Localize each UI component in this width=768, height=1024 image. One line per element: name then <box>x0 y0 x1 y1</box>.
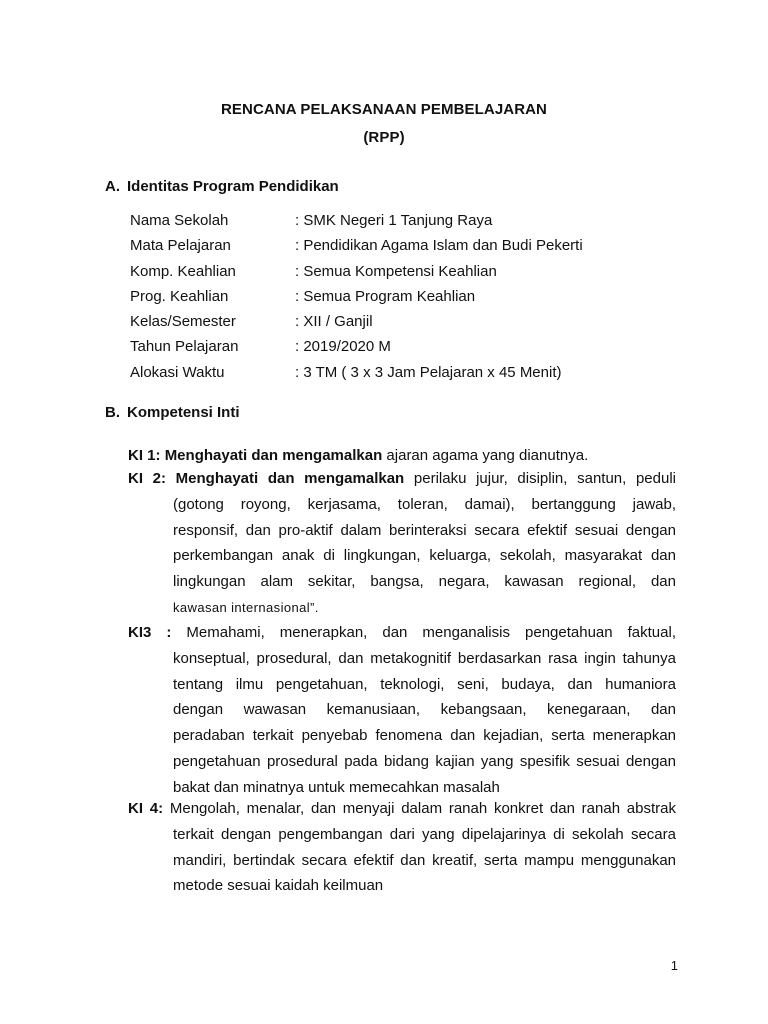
identity-row <box>130 211 690 236</box>
ki3-line: peradaban terkait penyebab fenomena dan kejadian, serta menerapkan <box>173 727 676 745</box>
ki4-continuation <box>128 822 676 899</box>
identity-value: : Pendidikan Agama Islam dan Budi Pekerti <box>295 237 583 255</box>
identity-row <box>130 236 690 261</box>
section-a-title: Identitas Program Pendidikan <box>127 178 339 195</box>
ki2-last-line: kawasan internasional”. <box>173 599 319 615</box>
identity-label: Kelas/Semester <box>130 313 236 331</box>
ki4-label: KI 4: <box>128 800 164 817</box>
ki2-continuation <box>128 492 676 621</box>
section-b-title: Kompetensi Inti <box>127 404 240 421</box>
ki1-strong: Menghayati dan mengamalkan <box>164 447 383 464</box>
ki3-line: tentang ilmu pengetahuan, teknologi, seni, budaya, dan humaniora <box>173 675 676 693</box>
ki4-first-line <box>128 796 676 822</box>
ki2-first-line-rest: perilaku jujur, disiplin, santun, peduli <box>413 470 677 487</box>
identity-row <box>130 312 690 337</box>
document-title: RENCANA PELAKSANAAN PEMBELAJARAN <box>221 101 547 118</box>
identity-label: Tahun Pelajaran <box>130 338 239 356</box>
ki2-line: (gotong royong, kerjasama, toleran, damai), bertanggung jawab, <box>173 495 676 513</box>
ki2-paragraph <box>128 466 676 621</box>
identity-value: : 3 TM ( 3 x 3 Jam Pelajaran x 45 Menit) <box>295 363 562 381</box>
identity-label: Komp. Keahlian <box>130 262 236 280</box>
identity-value: : 2019/2020 M <box>295 338 391 356</box>
identity-value: : Semua Program Keahlian <box>295 287 476 305</box>
identity-row <box>130 287 690 312</box>
identity-row <box>130 363 690 388</box>
ki4-line: terkait dengan pengembangan dari yang dipelajarinya di sekolah secara <box>173 825 676 843</box>
ki3-continuation <box>128 646 676 801</box>
ki1-paragraph <box>128 443 676 469</box>
ki2-line: lingkungan alam sekitar, bangsa, negara, kawasan regional, dan <box>173 573 676 591</box>
ki3-line: konseptual, prosedural, dan metakognitif berdasarkan rasa ingin tahunya <box>173 649 676 667</box>
identity-label: Alokasi Waktu <box>130 363 225 381</box>
ki4-paragraph <box>128 796 676 899</box>
ki4-last-line: metode sesuai kaidah keilmuan <box>173 877 384 895</box>
ki2-label: KI 2: <box>128 470 166 487</box>
ki2-strong: Menghayati dan mengamalkan <box>175 470 405 487</box>
identity-label: Prog. Keahlian <box>130 287 229 305</box>
ki3-line: dengan wawasan kemanusiaan, kebangsaan, kenegaraan, dan <box>173 701 676 719</box>
ki3-last-line: bakat dan minatnya untuk memecahkan masalah <box>173 778 500 796</box>
ki2-first-line <box>128 466 676 492</box>
page-number: 1 <box>670 958 678 973</box>
identity-label: Nama Sekolah <box>130 212 229 229</box>
ki3-line: pengetahuan prosedural pada bidang kajian yang spesifik sesuai dengan <box>173 752 676 770</box>
ki1-label: KI 1: <box>128 447 161 464</box>
identity-row <box>130 337 690 362</box>
section-a-heading <box>105 178 339 195</box>
ki3-first-line-rest: Memahami, menerapkan, dan menganalisis pengetahuan faktual, <box>186 624 676 641</box>
section-b-heading <box>105 404 240 421</box>
document-subtitle: (RPP) <box>363 129 405 146</box>
ki2-line: perkembangan anak di lingkungan, keluarga, sekolah, masyarakat dan <box>173 547 676 565</box>
ki4-first-line-rest: Mengolah, menalar, dan menyaji dalam ranah konkret dan ranah abstrak <box>169 800 676 817</box>
identity-label: Mata Pelajaran <box>130 237 231 255</box>
identity-value: : XII / Ganjil <box>295 313 373 331</box>
identity-value: : SMK Negeri 1 Tanjung Raya <box>295 212 493 229</box>
section-a-letter: A. <box>105 178 120 195</box>
ki3-first-line <box>128 620 676 646</box>
identity-row <box>130 262 690 287</box>
ki2-line: responsif, dan pro-aktif dalam berinteraksi secara efektif sesuai dengan <box>173 521 676 539</box>
identity-table <box>130 211 690 388</box>
ki1-text: ajaran agama yang dianutnya. <box>386 447 589 464</box>
ki4-line: mandiri, bertindak secara efektif dan kreatif, serta mampu menggunakan <box>173 851 676 869</box>
identity-value: : Semua Kompetensi Keahlian <box>295 262 497 280</box>
ki3-label: KI3 : <box>128 624 172 641</box>
ki3-paragraph <box>128 620 676 801</box>
section-b-letter: B. <box>105 404 120 421</box>
